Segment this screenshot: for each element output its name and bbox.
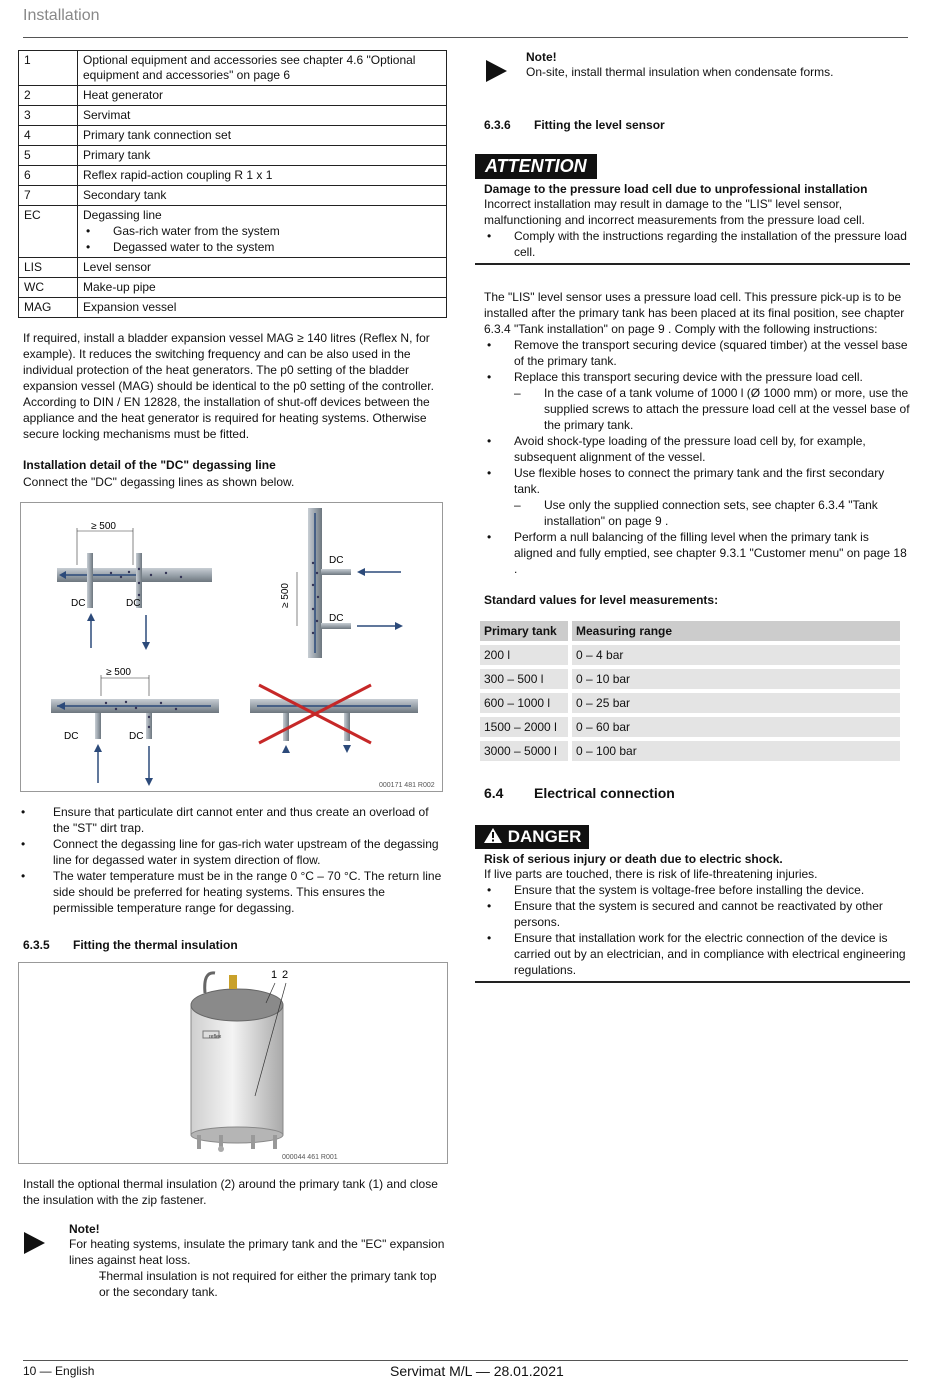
figure-code: 000171 481 R002 (379, 782, 435, 789)
note-box (18, 1222, 448, 1300)
note-title: Note! (526, 50, 557, 64)
dim-label: ≥ 500 (91, 521, 116, 532)
note-arrow-icon (483, 58, 509, 84)
legend-key: 1 (19, 51, 78, 86)
list-item: • Replace this transport securing device with the pressure load cell. (484, 369, 910, 385)
section-6-4 (475, 785, 910, 801)
section-number: 6.4 (484, 785, 504, 801)
list-item: • Use flexible hoses to connect the primary tank and the first secondary tank. (484, 465, 910, 497)
legend-key: 7 (19, 186, 78, 206)
table-row (19, 106, 447, 126)
legend-key: EC (19, 206, 78, 258)
legend-key: 5 (19, 146, 78, 166)
list-item: • Connect the degassing line for gas-rich water upstream of the degassing line for degassed water in system direction of flow. (18, 836, 448, 868)
dc-label: DC (64, 731, 79, 742)
list-item: • The water temperature must be in the range 0 °C – 70 °C. The return line side should be preferred for heating systems. This ensures the permissible temperature range for degassing. (18, 868, 448, 916)
level-table (480, 617, 900, 765)
attention-box (475, 154, 910, 265)
table-row (480, 717, 900, 737)
header-rule (23, 37, 908, 38)
table-cell: 200 l (480, 645, 572, 665)
section-6-3-5 (18, 938, 448, 952)
footer-doc: Servimat M/L — 28.01.2021 (390, 1363, 564, 1379)
table-cell: 3000 – 5000 l (480, 741, 572, 761)
left-column (18, 50, 448, 1300)
section-title: Fitting the level sensor (534, 118, 665, 132)
legend-value-cell (78, 206, 447, 258)
list-item: • Perform a null balancing of the filling level when the primary tank is aligned and fully emptied, see chapter 9.3.1 "Customer menu" on page 18 . (484, 529, 910, 577)
table-row (19, 258, 447, 278)
lis-bullet-list (475, 337, 910, 577)
table-row (19, 146, 447, 166)
danger-badge: DANGER (507, 827, 582, 846)
table-row (19, 278, 447, 298)
table-cell: 0 – 10 bar (572, 669, 900, 689)
list-item: • Remove the transport securing device (squared timber) at the vessel base of the primary tank. (484, 337, 910, 369)
note-arrow-icon (21, 1230, 47, 1256)
table-cell: 0 – 60 bar (572, 717, 900, 737)
table-row (19, 166, 447, 186)
list-item: – Thermal insulation is not required for either the primary tank top or the secondary tank. (69, 1268, 448, 1300)
dc-bullet-list (18, 804, 448, 916)
lis-text: The "LIS" level sensor uses a pressure load cell. This pressure pick-up is to be installed after the primary tank has been placed at its final position, see chapter 6.3.4 "Tank installation" on page 9 . Comply with the following instructions: (484, 290, 905, 336)
list-item: • Avoid shock-type loading of the pressure load cell by, for example, subsequent alignment of the vessel. (484, 433, 910, 465)
dc-label: DC (71, 598, 86, 609)
std-heading: Standard values for level measurements: (484, 593, 719, 607)
legend-key: 2 (19, 86, 78, 106)
table-cell: 0 – 100 bar (572, 741, 900, 761)
table-row (480, 645, 900, 665)
legend-key: 3 (19, 106, 78, 126)
footer-rule (23, 1360, 908, 1361)
tank-brand: reflex (209, 1034, 222, 1040)
table-cell: 600 – 1000 l (480, 693, 572, 713)
dc-heading: Installation detail of the "DC" degassing line (23, 458, 276, 472)
list-item: • Ensure that installation work for the electric connection of the device is carried out by an electrician, and in compliance with electrical engineering regulations. (484, 930, 910, 978)
dc-text: Connect the "DC" degassing lines as shown below. (23, 475, 295, 489)
legend-value: Heat generator (78, 86, 447, 106)
legend-value: Reflex rapid-action coupling R 1 x 1 (78, 166, 447, 186)
section-title: Fitting the thermal insulation (73, 938, 238, 952)
dc-label: DC (126, 598, 141, 609)
dc-label: DC (329, 613, 344, 624)
dim-label: ≥ 500 (106, 667, 131, 678)
table-row (480, 693, 900, 713)
list-item: • Ensure that the system is voltage-free before installing the device. (484, 882, 910, 898)
note-title: Note! (69, 1222, 100, 1236)
legend-value: Secondary tank (78, 186, 447, 206)
figure-label-1: 1 (271, 969, 278, 981)
insulation-figure (18, 962, 448, 1164)
list-item: – In the case of a tank volume of 1000 l (Ø 1000 mm) or more, use the supplied screws to attach the pressure load cell at the vessel base of the primary tank. (484, 385, 910, 433)
legend-table (18, 50, 447, 318)
legend-key: MAG (19, 298, 78, 318)
legend-key: 4 (19, 126, 78, 146)
legend-key: WC (19, 278, 78, 298)
legend-value: Primary tank connection set (78, 126, 447, 146)
table-row (19, 186, 447, 206)
warning-triangle-icon (483, 827, 503, 844)
figure-label-2: 2 (282, 969, 289, 981)
list-item: – Use only the supplied connection sets, see chapter 6.3.4 "Tank installation" on page 9 . (484, 497, 910, 529)
table-row (19, 206, 447, 258)
page-header-title: Installation (23, 7, 100, 24)
attention-title: Damage to the pressure load cell due to unprofessional installation (484, 182, 868, 196)
table-row (480, 669, 900, 689)
section-number: 6.3.5 (23, 938, 50, 952)
column-header: Primary tank (480, 621, 572, 641)
list-item: • Ensure that the system is secured and cannot be reactivated by other persons. (484, 898, 910, 930)
table-row (19, 126, 447, 146)
legend-value: Primary tank (78, 146, 447, 166)
wrong-cross-icon (259, 685, 371, 743)
insulation-text: Install the optional thermal insulation (2) around the primary tank (1) and close the insulation with the zip fastener. (23, 1177, 438, 1207)
tank-icon (191, 973, 283, 1152)
legend-key: 6 (19, 166, 78, 186)
table-cell: 300 – 500 l (480, 669, 572, 689)
legend-value: Make-up pipe (78, 278, 447, 298)
mag-paragraph: If required, install a bladder expansion vessel MAG ≥ 140 litres (Reflex N, for example). It reduces the switching frequency and can be also used in the individual protection of the heat generators. The p0 setting of the bladder expansion vessel (MAG) should be identical to the p0 setting of the controller. According to DIN / EN 12828, the installation of shut-off devices between the appliance and the heat generator is required for heating systems. Otherwise secure locking mechanisms must be fitted. (23, 331, 434, 441)
degassing-figure (20, 502, 443, 792)
note-text: For heating systems, insulate the primary tank and the "EC" expansion lines against heat loss. (69, 1237, 445, 1267)
table-row (480, 741, 900, 761)
section-6-3-6 (475, 118, 910, 132)
list-item: • Ensure that particulate dirt cannot enter and thus create an overload of the "ST" dirt trap. (18, 804, 448, 836)
dc-label: DC (329, 555, 344, 566)
danger-text: If live parts are touched, there is risk of life-threatening injuries. (484, 867, 818, 881)
attention-text: Incorrect installation may result in damage to the "LIS" level sensor, malfunctioning and incorrect measurements from the pressure load cell. (484, 197, 865, 227)
table-row (19, 51, 447, 86)
table-cell: 0 – 4 bar (572, 645, 900, 665)
list-item: • Comply with the instructions regarding the installation of the pressure load cell. (484, 228, 910, 260)
legend-value: Degassing line (83, 208, 162, 222)
legend-sub-item: • Gas-rich water from the system (83, 223, 441, 239)
legend-value: Expansion vessel (78, 298, 447, 318)
table-cell: 1500 – 2000 l (480, 717, 572, 737)
legend-value: Level sensor (78, 258, 447, 278)
footer-page: 10 — English (23, 1364, 95, 1378)
section-number: 6.3.6 (484, 118, 511, 132)
right-column (475, 50, 910, 983)
section-title: Electrical connection (534, 785, 675, 801)
danger-badge-box (475, 825, 589, 849)
legend-value: Optional equipment and accessories see chapter 4.6 "Optional equipment and accessories" on page 6 (78, 51, 447, 86)
legend-sub-item: • Degassed water to the system (83, 239, 441, 255)
table-cell: 0 – 25 bar (572, 693, 900, 713)
dc-label: DC (129, 731, 144, 742)
dim-label: ≥ 500 (280, 583, 291, 608)
table-header-row (480, 621, 900, 641)
note-text: On-site, install thermal insulation when condensate forms. (526, 65, 834, 79)
danger-title: Risk of serious injury or death due to electric shock. (484, 852, 783, 866)
figure-code: 000044 461 R001 (282, 1154, 338, 1161)
column-header: Measuring range (572, 621, 900, 641)
danger-box (475, 825, 910, 983)
legend-value: Servimat (78, 106, 447, 126)
legend-key: LIS (19, 258, 78, 278)
table-row (19, 298, 447, 318)
table-row (19, 86, 447, 106)
attention-badge: ATTENTION (475, 154, 597, 179)
note-box (475, 50, 910, 80)
